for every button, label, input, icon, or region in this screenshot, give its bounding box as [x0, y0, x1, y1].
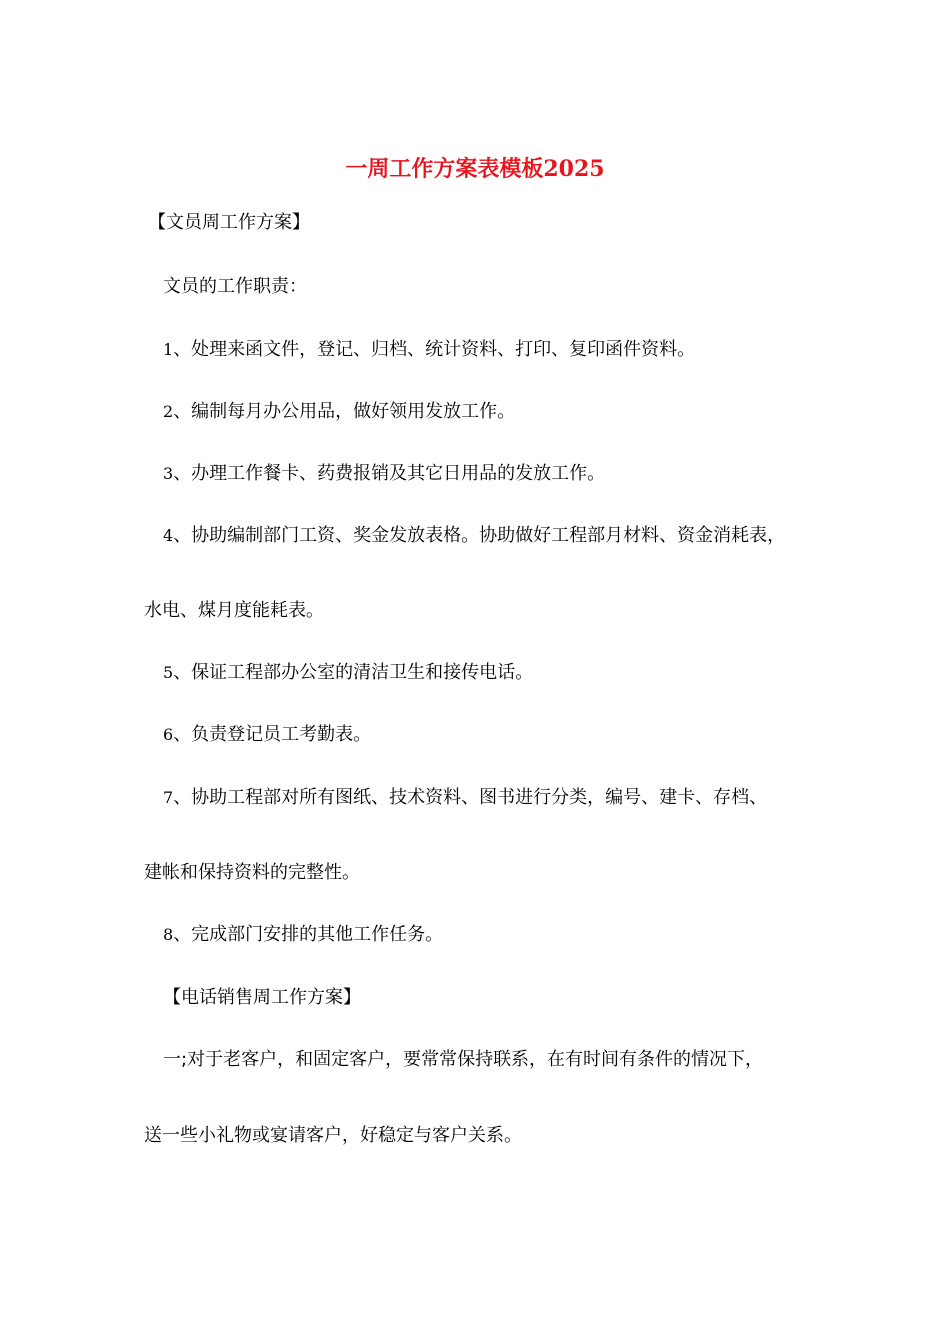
item-text: 、负责登记员工考勤表。	[173, 724, 372, 745]
item-number: 8	[163, 925, 174, 944]
list-item	[163, 337, 695, 363]
item-number: 2	[163, 402, 174, 421]
list-item	[163, 660, 533, 686]
section-heading-clerk: 【文员周工作方案】	[148, 212, 310, 233]
item-text: 、保证工程部办公室的清洁卫生和接传电话。	[173, 662, 534, 683]
list-item	[163, 461, 605, 487]
list-item	[163, 399, 515, 425]
item-text: 、处理来函文件，登记、归档、统计资料、打印、复印函件资料。	[173, 339, 696, 360]
paragraph-text: 一;对于老客户，和固定客户，要常常保持联系，在有时间有条件的情况下，	[163, 1049, 764, 1070]
item-text: 、协助编制部门工资、奖金发放表格。协助做好工程部月材料、资金消耗表，	[173, 525, 786, 546]
item-number: 3	[163, 464, 174, 483]
item-number: 7	[163, 788, 174, 807]
item-text: 、完成部门安排的其他工作任务。	[173, 924, 444, 945]
document-title: 一周工作方案表模板2025	[345, 156, 605, 182]
list-item	[163, 922, 443, 948]
list-item	[163, 722, 371, 748]
item-text: 、协助工程部对所有图纸、技术资料、图书进行分类，编号、建卡、存档、	[173, 787, 768, 808]
item-number: 1	[163, 340, 174, 359]
item-number: 5	[163, 663, 174, 682]
paragraph-continuation: 送一些小礼物或宴请客户，好稳定与客户关系。	[144, 1125, 522, 1146]
item-number: 4	[163, 526, 174, 545]
list-item-continuation: 水电、煤月度能耗表。	[144, 600, 324, 621]
item-text: 、编制每月办公用品，做好领用发放工作。	[173, 401, 516, 422]
list-item	[163, 523, 785, 549]
item-number: 6	[163, 725, 174, 744]
intro-text: 文员的工作职责：	[163, 276, 307, 297]
section-heading-telesales: 【电话销售周工作方案】	[163, 987, 361, 1008]
list-item	[163, 785, 767, 811]
item-text: 、办理工作餐卡、药费报销及其它日用品的发放工作。	[173, 463, 606, 484]
list-item-continuation: 建帐和保持资料的完整性。	[144, 862, 360, 883]
